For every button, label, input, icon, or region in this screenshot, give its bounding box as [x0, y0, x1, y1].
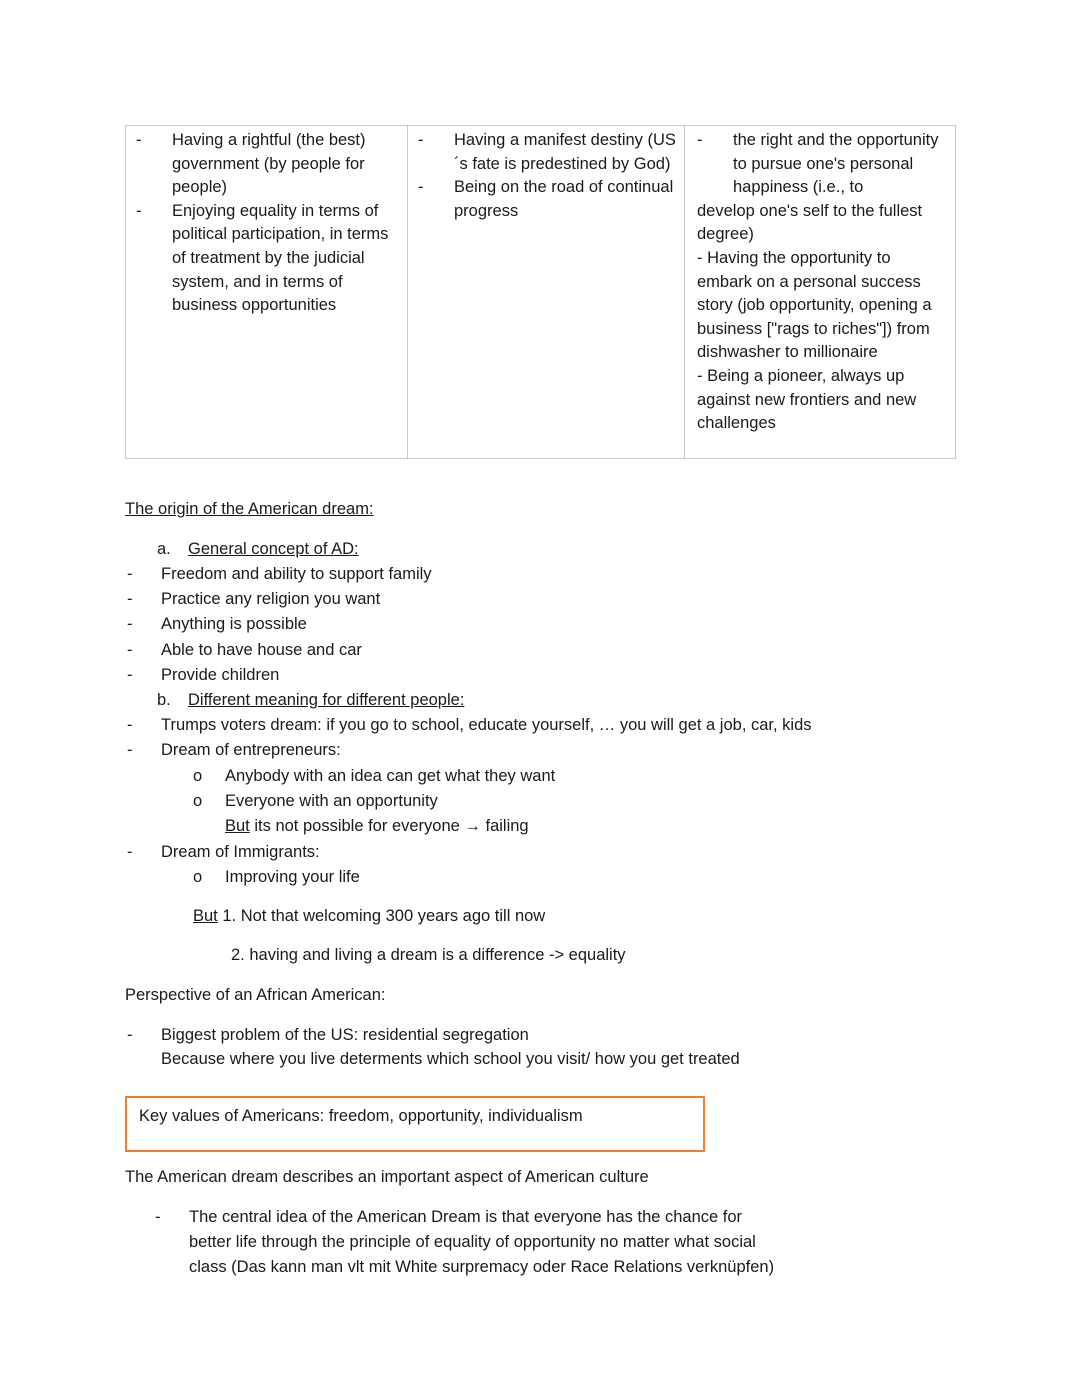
list-marker: a.	[157, 540, 171, 558]
table-text: - Being a pioneer, always up against new frontiers and new challenges	[697, 366, 917, 433]
bullet-dash: -	[127, 615, 133, 633]
bullet-circle: o	[193, 767, 203, 785]
bullet-dash: -	[418, 131, 424, 149]
bullet-dash: -	[127, 641, 133, 659]
list-item: Freedom and ability to support family	[161, 565, 432, 583]
bullet-dash: -	[418, 178, 424, 197]
table-text: Enjoying equality in terms of political participation, in terms of treatment by the judicial system, and in terms of business opportunities	[172, 201, 389, 315]
table-cell-2	[408, 126, 685, 459]
table-text: - Having the opportunity to embark on a personal success story (job opportunity, opening a business ["rags to riches"]) from dishwasher to millionaire	[697, 248, 932, 362]
but-word: But	[193, 907, 218, 925]
bullet-dash: -	[127, 666, 133, 684]
table-text: Being on the road of continual progress	[454, 178, 674, 220]
bullet-dash: -	[127, 590, 133, 608]
paragraph-line: class (Das kann man vlt mit White surpremacy oder Race Relations verknüpfen)	[189, 1258, 775, 1276]
but-word: But	[225, 817, 250, 835]
subheading: Different meaning for different people:	[188, 691, 465, 709]
list-item: Anybody with an idea can get what they want	[225, 767, 556, 785]
but-text: 1. Not that welcoming 300 years ago till now	[222, 907, 546, 925]
paragraph-line: better life through the principle of equality of opportunity no matter what social	[189, 1233, 756, 1251]
list-item: Dream of Immigrants:	[161, 843, 320, 861]
bullet-dash: -	[697, 131, 703, 149]
bullet-dash: -	[127, 1026, 133, 1044]
table-cell-3	[685, 126, 956, 459]
list-item: Dream of entrepreneurs:	[161, 741, 341, 759]
table-cell-1	[126, 126, 408, 459]
list-item: Everyone with an opportunity	[225, 792, 438, 810]
bullet-dash: -	[127, 716, 133, 734]
bullet-circle: o	[193, 792, 203, 810]
list-item: Practice any religion you want	[161, 590, 381, 608]
table-text: develop one's self to the fullest degree)	[697, 201, 923, 244]
list-item: Able to have house and car	[161, 641, 362, 659]
list-item-cont: Because where you live determents which school you visit/ how you get treated	[161, 1050, 740, 1068]
bullet-dash: -	[127, 741, 133, 759]
section-heading: Perspective of an African American:	[125, 986, 386, 1004]
but-note-2: 2. having and living a dream is a difference -> equality	[231, 946, 626, 964]
table-text: Having a manifest destiny (US´s fate is predestined by God)	[454, 131, 676, 173]
list-item: Improving your life	[225, 868, 360, 886]
bullet-dash: -	[127, 565, 133, 583]
table-text: Having a rightful (the best) government (by people for people)	[172, 131, 366, 197]
bullet-dash: -	[136, 201, 142, 220]
key-values-text: Key values of Americans: freedom, opportunity, individualism	[139, 1107, 583, 1125]
table-text: the right and the opportunity to pursue one's personal happiness (i.e., to	[733, 131, 939, 197]
but-note	[193, 907, 545, 926]
list-item: Biggest problem of the US: residential segregation	[161, 1026, 529, 1044]
list-marker: b.	[157, 691, 171, 709]
section-heading: The American dream describes an important aspect of American culture	[125, 1168, 649, 1186]
list-item: Trumps voters dream: if you go to school, educate yourself, … you will get a job, car, kids	[161, 716, 812, 734]
list-item: Anything is possible	[161, 615, 307, 633]
paragraph-line: The central idea of the American Dream is that everyone has the chance for	[189, 1208, 743, 1226]
list-item: Provide children	[161, 666, 280, 684]
but-text: its not possible for everyone → failing	[254, 817, 529, 835]
bullet-circle: o	[193, 868, 203, 886]
bullet-dash: -	[155, 1208, 161, 1226]
values-table	[125, 125, 956, 459]
bullet-dash: -	[127, 843, 133, 861]
bullet-dash: -	[136, 131, 142, 149]
section-heading: The origin of the American dream:	[125, 500, 374, 518]
subheading: General concept of AD:	[188, 540, 359, 558]
but-note	[225, 817, 529, 836]
